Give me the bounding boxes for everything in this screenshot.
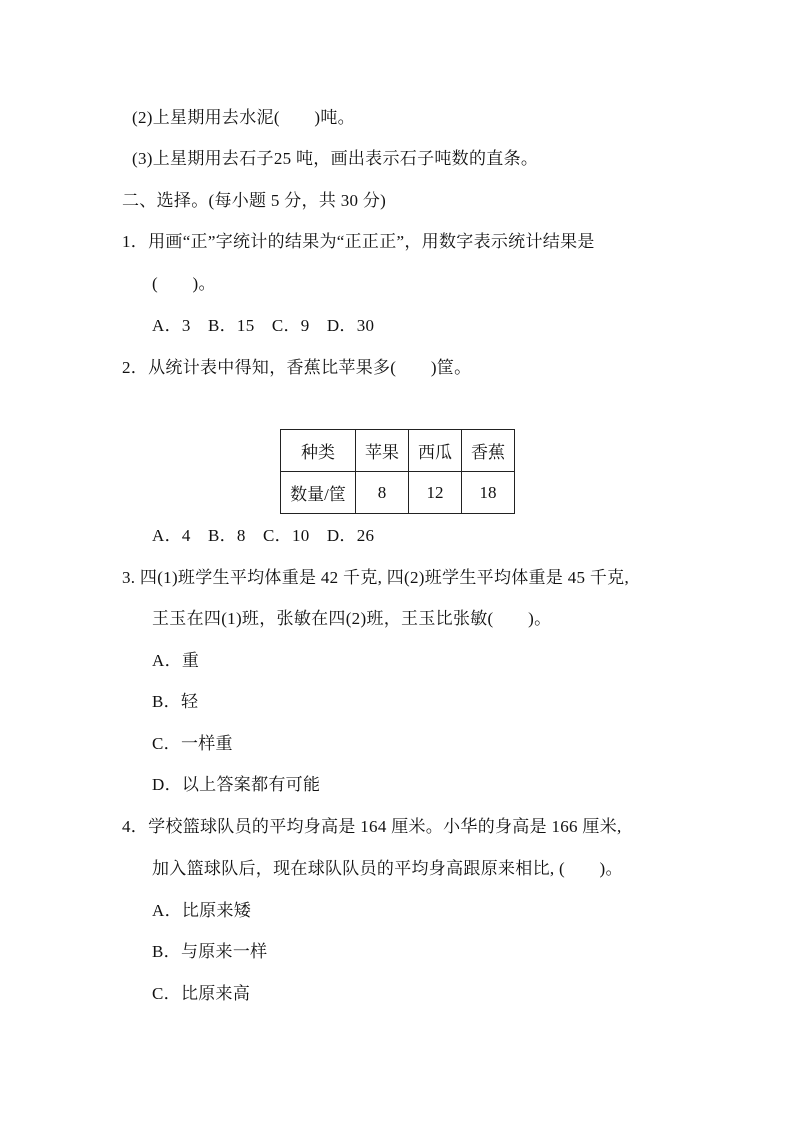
problem-3-option-c: C．一样重	[152, 734, 233, 753]
table-cell: 西瓜	[409, 430, 462, 472]
question-3-sub: (3)上星期用去石子25 吨，画出表示石子吨数的直条。	[132, 149, 539, 168]
table-cell: 18	[462, 472, 515, 514]
problem-3-stem-line1: 3. 四(1)班学生平均体重是 42 千克, 四(2)班学生平均体重是 45 千克,	[122, 568, 629, 587]
statistics-table	[280, 429, 515, 514]
problem-2-stem: 2．从统计表中得知，香蕉比苹果多( )筐。	[122, 358, 472, 377]
problem-4-option-a: A．比原来矮	[152, 901, 252, 920]
table-row	[281, 430, 515, 472]
problem-3-option-b: B．轻	[152, 692, 199, 711]
problem-3-option-a: A．重	[152, 651, 200, 670]
problem-1-blank: ( )。	[152, 274, 216, 293]
table-cell: 种类	[281, 430, 356, 472]
problem-4-option-c: C．比原来高	[152, 984, 251, 1003]
table-cell: 数量/筐	[281, 472, 356, 514]
table-cell: 苹果	[356, 430, 409, 472]
problem-4-stem-line1: 4．学校篮球队员的平均身高是 164 厘米。小华的身高是 166 厘米,	[122, 817, 622, 836]
table-cell: 12	[409, 472, 462, 514]
table-cell: 8	[356, 472, 409, 514]
question-2-sub: (2)上星期用去水泥( )吨。	[132, 108, 355, 127]
problem-1-options: A．3 B．15 C．9 D．30	[152, 316, 375, 335]
section-heading: 二、选择。(每小题 5 分，共 30 分)	[122, 191, 387, 210]
problem-2-options: A．4 B．8 C．10 D．26	[152, 526, 375, 545]
problem-3-stem-line2: 王玉在四(1)班，张敏在四(2)班，王玉比张敏( )。	[152, 609, 552, 628]
problem-3-option-d: D．以上答案都有可能	[152, 775, 321, 794]
table-cell: 香蕉	[462, 430, 515, 472]
problem-4-option-b: B．与原来一样	[152, 942, 268, 961]
table-row	[281, 472, 515, 514]
problem-1-stem: 1．用画“正”字统计的结果为“正正正”，用数字表示统计结果是	[122, 232, 595, 251]
problem-4-stem-line2: 加入篮球队后，现在球队队员的平均身高跟原来相比, ( )。	[152, 859, 623, 878]
